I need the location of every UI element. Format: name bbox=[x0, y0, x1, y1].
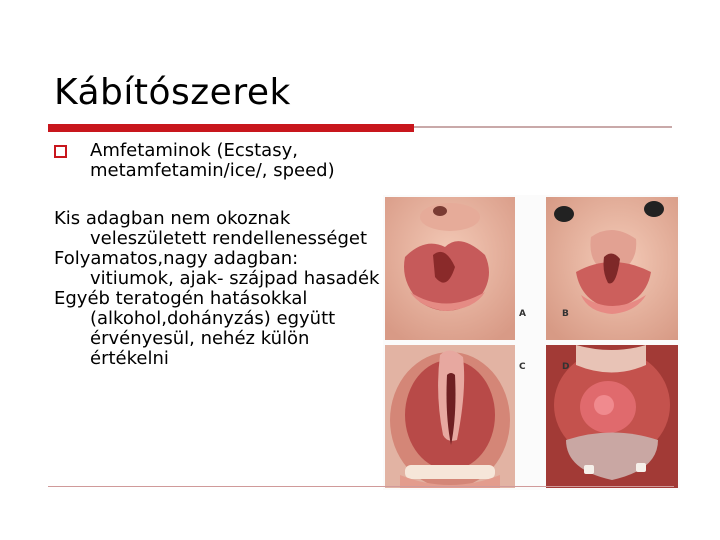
cleft-lip-palate-photo-figure bbox=[383, 195, 680, 490]
panel-label-c: C bbox=[519, 362, 526, 372]
paragraph: Folyamatos,nagy adagban: vitiumok, ajak- szájpad hasadék bbox=[54, 248, 380, 289]
title-underline-accent bbox=[48, 124, 414, 132]
panel-label-a: A bbox=[519, 309, 526, 319]
square-bullet-icon bbox=[54, 145, 67, 158]
photo-a-cleft-lip bbox=[385, 197, 515, 340]
bottom-divider bbox=[48, 486, 674, 487]
slide-title: Kábítószerek bbox=[54, 72, 291, 113]
bullet-text: Amfetaminok (Ecstasy, metamfetamin/ice/, speed) bbox=[90, 140, 335, 181]
paragraph: Egyéb teratogén hatásokkal (alkohol,dohányzás) együtt érvényesül, nehéz külön értékelni bbox=[54, 288, 336, 369]
panel-label-d: D bbox=[562, 362, 570, 372]
body-text bbox=[54, 209, 384, 369]
paragraph: Kis adagban nem okoznak veleszületett rendellenességet bbox=[54, 208, 368, 249]
title-underline bbox=[414, 126, 672, 128]
photo-c-cleft-palate bbox=[385, 345, 515, 488]
panel-label-b: B bbox=[562, 309, 569, 319]
